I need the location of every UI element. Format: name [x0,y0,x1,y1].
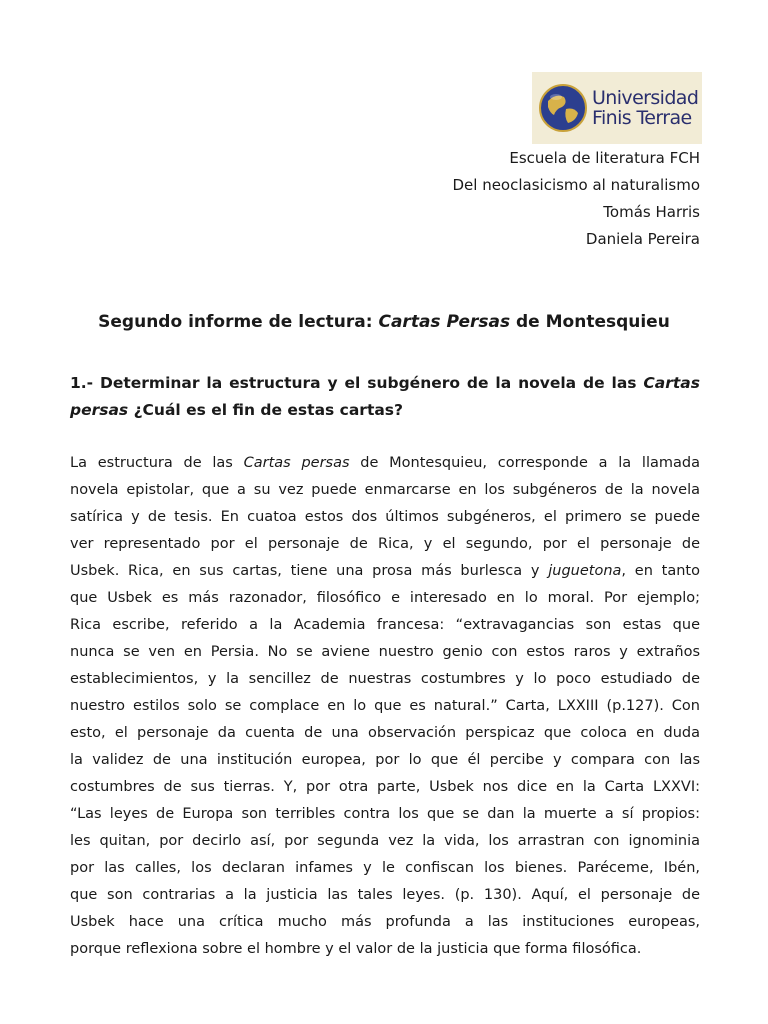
body-line: satírica y de tesis. En cuatoa estos dos últimos subgéneros, el primero se puede [70,509,700,525]
body-line: la validez de una institución europea, por lo que él percibe y compara con las [70,752,700,768]
body-line: Usbek. Rica, en sus cartas, tiene una prosa más burlesca y juguetona, en tanto [70,563,700,579]
body-line: porque reflexiona sobre el hombre y el valor de la justicia que forma filosófica. [70,941,642,957]
body-line: esto, el personaje da cuenta de una observación perspicaz que coloca en duda [70,725,700,741]
body-line: novela epistolar, que a su vez puede enmarcarse en los subgéneros de la novela [70,482,700,498]
body-line: La estructura de las Cartas persas de Montesquieu, corresponde a la llamada [70,455,700,471]
body-line: por las calles, los declaran infames y le confiscan los bienes. Paréceme, Ibén, [70,860,700,876]
document-header [452,145,700,253]
document-title: Segundo informe de lectura: Cartas Persas de Montesquieu [98,312,670,332]
globe-icon [538,83,588,133]
body-line: les quitan, por decirlo así, por segunda vez la vida, los arrastran con ignominia [70,833,700,849]
question-line-2: persas ¿Cuál es el fin de estas cartas? [70,401,404,419]
body-line: nuestro estilos solo se complace en lo que es natural.” Carta, LXXIII (p.127). Con [70,698,700,714]
school-name: Escuela de literatura FCH [509,149,700,167]
logo-line-2: Finis Terrae [592,107,692,129]
body-line: nunca se ven en Persia. No se aviene nuestro genio con estos raros y extraños [70,644,700,660]
body-line: ver representado por el personaje de Rica, y el segundo, por el personaje de [70,536,700,552]
author-2: Daniela Pereira [585,230,700,248]
logo-line-1: Universidad [592,87,699,109]
body-paragraph [70,450,700,963]
body-line: costumbres de sus tierras. Y, por otra parte, Usbek nos dice en la Carta LXXVI: [70,779,700,795]
question-line-1: 1.- Determinar la estructura y el subgénero de la novela de las Cartas [70,374,700,392]
body-line: “Las leyes de Europa son terribles contra los que se dan la muerte a sí propios: [70,806,700,822]
body-line: que son contrarias a la justicia las tales leyes. (p. 130). Aquí, el personaje de [70,887,700,903]
body-line: establecimientos, y la sencillez de nuestras costumbres y lo poco estudiado de [70,671,700,687]
body-line: que Usbek es más razonador, filosófico e interesado en lo moral. Por ejemplo; [70,590,700,606]
question-heading [70,370,700,424]
university-logo [532,72,702,144]
body-line: Rica escribe, referido a la Academia francesa: “extravagancias son estas que [70,617,700,633]
author-1: Tomás Harris [603,203,700,221]
logo-wordmark [592,88,698,128]
body-line: Usbek hace una crítica mucho más profunda a las instituciones europeas, [70,914,700,930]
course-name: Del neoclasicismo al naturalismo [452,176,700,194]
